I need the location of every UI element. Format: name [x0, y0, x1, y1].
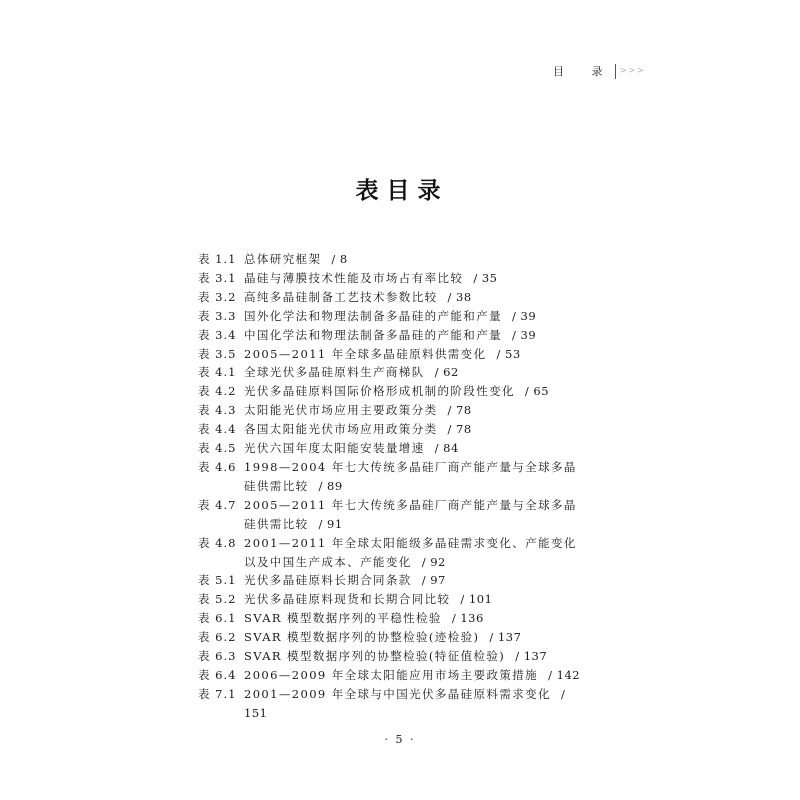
toc-entry-title: SVAR 模型数据序列的协整检验(特征值检验)	[244, 649, 506, 664]
toc-entry-title: 总体研究框架	[244, 252, 322, 266]
toc-entry-page: / 142	[548, 667, 581, 682]
toc-entry-label: 表 3.1	[198, 270, 237, 285]
toc-entry	[198, 647, 618, 666]
toc-entry-body	[244, 571, 584, 590]
toc-entry	[198, 345, 618, 364]
toc-entry-body	[244, 647, 584, 666]
toc-entry-label: 表 4.1	[198, 365, 237, 380]
toc-entry-page: / 92	[421, 554, 446, 569]
toc-entry-page: / 65	[524, 384, 550, 399]
toc-entry-body	[244, 609, 584, 628]
toc-entry-body	[244, 345, 584, 364]
toc-entry-title: 太阳能光伏市场应用主要政策分类	[244, 403, 438, 418]
toc-entry	[198, 458, 618, 496]
toc-entry-page: / 137	[515, 649, 548, 664]
toc-entry	[198, 571, 618, 590]
toc-entry-page: / 62	[434, 365, 459, 380]
toc-entry-body	[244, 458, 584, 496]
toc-entry-label: 表 6.3	[198, 649, 237, 664]
toc-entry-label: 表 4.6	[198, 459, 237, 474]
toc-entry-label: 表 4.8	[198, 535, 237, 550]
toc-entry	[198, 250, 618, 269]
toc-entry-title: 2005—2011 年七大传统多晶硅厂商产能产量与全球多晶硅供需比较	[244, 497, 577, 531]
toc-entry-page: / 39	[512, 327, 537, 342]
toc-entry-body	[244, 666, 584, 685]
toc-entry-body	[244, 420, 584, 439]
toc-entry	[198, 609, 618, 628]
toc-entry-title: 光伏六国年度太阳能安装量增速	[244, 441, 425, 456]
toc-entry-title: 全球光伏多晶硅原料生产商梯队	[244, 365, 425, 380]
running-header	[553, 63, 645, 79]
toc-entry	[198, 685, 618, 723]
toc-entry	[198, 590, 618, 609]
toc-entry-page: / 38	[447, 289, 472, 304]
toc-entry-title: SVAR 模型数据序列的协整检验(迹检验)	[244, 630, 480, 645]
toc-entry-label: 表 4.3	[198, 403, 237, 418]
page-title: 表目录	[355, 177, 449, 204]
toc-entry-page: / 91	[318, 516, 343, 531]
toc-entry-title: 2006—2009 年全球太阳能应用市场主要政策措施	[244, 667, 539, 682]
toc-entry-body	[244, 250, 584, 269]
toc-entry-page: / 53	[496, 346, 521, 361]
toc-entry	[198, 496, 618, 534]
toc-entry	[198, 363, 618, 382]
toc-entry-page: / 97	[421, 573, 446, 588]
toc-entry-page: / 151	[244, 686, 566, 720]
toc-entry-page: / 78	[447, 422, 472, 437]
toc-entry	[198, 401, 618, 420]
toc-entry-body	[244, 628, 584, 647]
toc-entry-label: 表 4.5	[198, 441, 237, 456]
toc-entry-title: 高纯多晶硅制备工艺技术参数比较	[244, 289, 438, 304]
toc-entry-title: 晶硅与薄膜技术性能及市场占有率比较	[244, 270, 464, 285]
toc-entry	[198, 534, 618, 572]
toc-entry-title: 2005—2011 年全球多晶硅原料供需变化	[244, 346, 487, 361]
toc-entry-page: / 78	[447, 403, 472, 418]
table-of-contents-list	[198, 250, 618, 723]
toc-entry-title: 2001—2011 年全球太阳能级多晶硅需求变化、产能变化以及中国生产成本、产能变化	[244, 535, 577, 569]
toc-entry-title: 1998—2004 年七大传统多晶硅厂商产能产量与全球多晶硅供需比较	[244, 459, 577, 493]
toc-entry-page: / 89	[318, 478, 343, 493]
toc-entry-title: 国外化学法和物理法制备多晶硅的产能和产量	[244, 308, 502, 323]
chevrons-icon: >>>	[619, 66, 646, 76]
toc-entry-label: 表 6.1	[198, 611, 237, 626]
toc-entry-label: 表 3.2	[198, 289, 237, 304]
toc-entry-title: 光伏多晶硅原料长期合同条款	[244, 573, 412, 588]
toc-entry-label: 表 7.1	[198, 686, 237, 701]
toc-entry-title: 光伏多晶硅原料国际价格形成机制的阶段性变化	[244, 384, 515, 399]
toc-entry	[198, 288, 618, 307]
toc-entry	[198, 439, 618, 458]
toc-entry-body	[244, 685, 584, 723]
toc-entry-label: 表 3.3	[198, 308, 237, 323]
toc-entry-body	[244, 439, 584, 458]
toc-entry-page: / 8	[331, 252, 348, 266]
toc-entry-title: SVAR 模型数据序列的平稳性检验	[244, 611, 442, 626]
toc-entry-label: 表 4.7	[198, 497, 237, 512]
toc-entry-body	[244, 326, 584, 345]
toc-entry-page: / 136	[451, 611, 484, 626]
toc-entry-page: / 35	[473, 270, 498, 285]
toc-entry-label: 表 6.4	[198, 667, 237, 682]
toc-entry-label: 表 4.4	[198, 422, 237, 437]
toc-entry-body	[244, 382, 584, 401]
toc-entry-title: 光伏多晶硅原料现货和长期合同比较	[244, 592, 451, 607]
toc-entry	[198, 666, 618, 685]
toc-entry-page: / 84	[434, 441, 459, 456]
toc-entry-label: 表 5.2	[198, 592, 237, 607]
toc-entry	[198, 269, 618, 288]
toc-entry	[198, 326, 618, 345]
toc-entry-title: 2001—2009 年全球与中国光伏多晶硅原料需求变化	[244, 686, 551, 701]
toc-entry-label: 表 5.1	[198, 573, 237, 588]
toc-entry-body	[244, 534, 584, 572]
toc-entry	[198, 420, 618, 439]
toc-entry	[198, 382, 618, 401]
toc-entry-label: 表 3.4	[198, 327, 237, 342]
toc-entry-body	[244, 496, 584, 534]
toc-entry-body	[244, 590, 584, 609]
toc-entry-body	[244, 288, 584, 307]
page-number: · 5 ·	[384, 733, 416, 746]
toc-entry-page: / 137	[489, 630, 522, 645]
running-header-title: 目 录	[553, 65, 615, 78]
toc-entry-title: 各国太阳能光伏市场应用政策分类	[244, 422, 438, 437]
toc-entry	[198, 307, 618, 326]
toc-entry-label: 表 6.2	[198, 630, 237, 645]
toc-entry-label: 表 4.2	[198, 384, 237, 399]
toc-entry-title: 中国化学法和物理法制备多晶硅的产能和产量	[244, 327, 502, 342]
toc-entry-label: 表 3.5	[198, 346, 237, 361]
toc-entry	[198, 628, 618, 647]
toc-entry-page: / 101	[460, 592, 493, 607]
toc-entry-label: 表 1.1	[198, 252, 237, 266]
header-divider	[615, 64, 616, 79]
toc-entry-body	[244, 401, 584, 420]
toc-entry-body	[244, 269, 584, 288]
toc-entry-body	[244, 363, 584, 382]
toc-entry-page: / 39	[512, 308, 537, 323]
toc-entry-body	[244, 307, 584, 326]
